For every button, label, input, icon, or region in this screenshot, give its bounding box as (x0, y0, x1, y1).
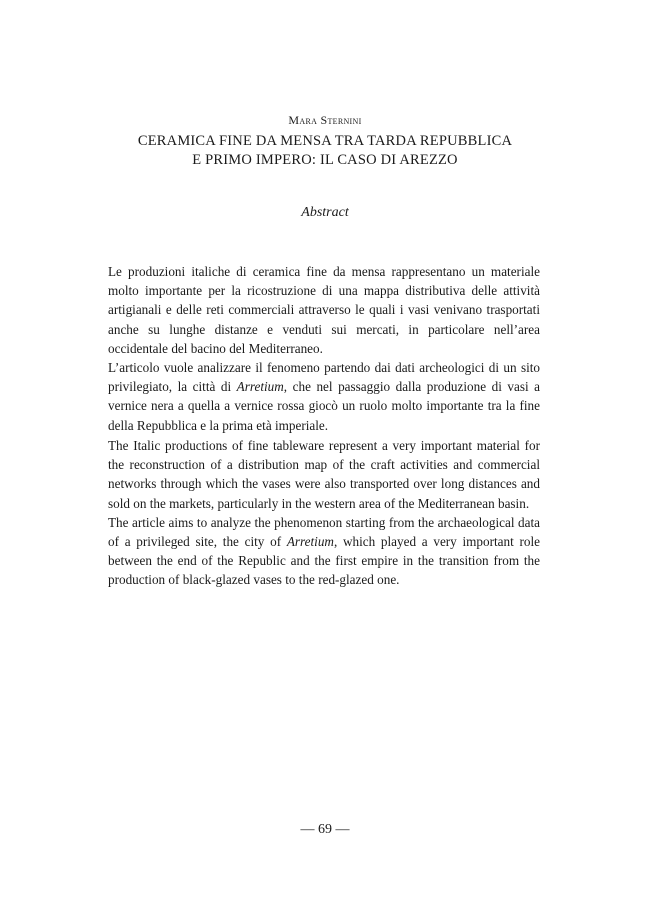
italian-p2-italic-term: Arretium (236, 379, 284, 395)
abstract-heading: Abstract (301, 205, 349, 220)
english-paragraph-1: The Italic productions of fine tableware represent a very important material for the reconstruction of a distribution map of the craft activities and commercial networks through which the vases were also transported over long distances and sold on the markets, particularly in the western area of the Mediterranean basin. (108, 438, 540, 511)
italian-paragraph-2 (108, 358, 540, 435)
english-paragraph-2 (108, 513, 540, 590)
english-p2-text-after: , which played a very important role between the end of the Republic and the first empire in the transition from the production of black-glazed vases to the red-glazed one. (108, 534, 540, 588)
italian-p2-text-before: L’articolo vuole analizzare il fenomeno partendo dai dati archeologici di un sito privilegiato, la città di (108, 360, 540, 395)
author-name: Mara Sternini (288, 113, 362, 127)
title-line-2: E PRIMO IMPERO: IL CASO DI AREZZO (192, 152, 458, 168)
english-p2-italic-term: Arretium (286, 534, 334, 550)
article-title (0, 132, 650, 170)
english-p2-text-before: The article aims to analyze the phenomenon starting from the archaeological data of a privileged site, the city of (108, 514, 540, 550)
italian-paragraph-1: Le produzioni italiche di ceramica fine da mensa rappresentano un materiale molto importante per la ricostruzione di una mappa distributiva delle attività artigianali e delle reti commerciali attraverso le quali i vasi venivano trasportati anche su lunghe distanze e venduti sui mercati, in particolare nell’area occidentale del bacino del Mediterraneo. (108, 264, 540, 356)
page-number: — 69 — (300, 822, 350, 837)
italian-p2-text-after: , che nel passaggio dalla produzione di vasi a vernice nera a quella a vernice rossa giocò un ruolo molto importante tra la fine della Repubblica e la prima età imperiale. (108, 379, 540, 433)
title-line-1: CERAMICA FINE DA MENSA TRA TARDA REPUBBLICA (137, 133, 513, 149)
italian-abstract (108, 262, 540, 435)
english-abstract (108, 436, 540, 590)
